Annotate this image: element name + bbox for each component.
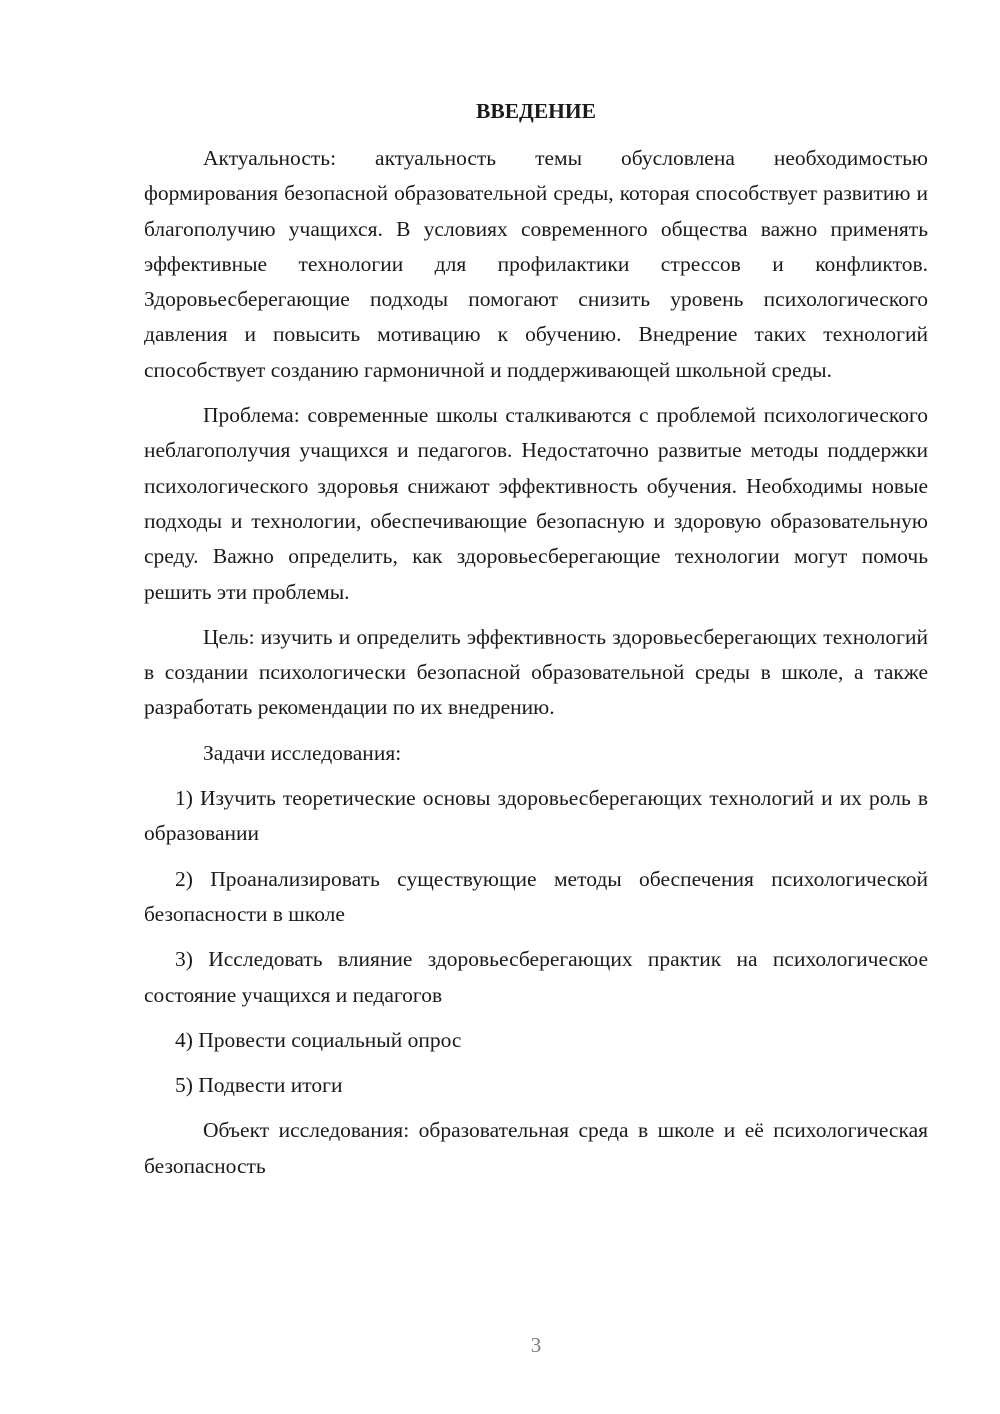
task-item: 2) Проанализировать существующие методы обеспечения психологической безопасности в школе (144, 866, 928, 926)
tasks-heading: Задачи исследования: (203, 740, 402, 765)
relevance-paragraph: Актуальность: актуальность темы обусловлена необходимостью формирования безопасной образовательной среды, которая способствует развитию и благополучию учащихся. В условиях современного общества важно применять эффективные технологии для профилактики стрессов и конфликтов. Здоровьесберегающие подходы помогают снизить уровень психологического давления и повысить мотивацию к обучению. Внедрение таких технологий способствует созданию гармоничной и поддерживающей школьной среды. (144, 146, 928, 382)
page-number: 3 (530, 1333, 542, 1357)
goal-paragraph: Цель: изучить и определить эффективность здоровьесберегающих технологий в создании психологически безопасной образовательной среды в школе, а также разработать рекомендации по их внедрению. (144, 624, 928, 720)
task-item: 3) Исследовать влияние здоровьесберегающих практик на психологическое состояние учащихся и педагогов (144, 947, 928, 1007)
problem-paragraph: Проблема: современные школы сталкиваются с проблемой психологического неблагополучия учащихся и педагогов. Недостаточно развитые методы поддержки психологического здоровья снижают эффективность обучения. Необходимы новые подходы и технологии, обеспечивающие безопасную и здоровую образовательную среду. Важно определить, как здоровьесберегающие технологии могут помочь решить эти проблемы. (144, 403, 928, 604)
object-paragraph: Объект исследования: образовательная среда в школе и её психологическая безопасность (144, 1118, 928, 1178)
page-title: ВВЕДЕНИЕ (476, 99, 596, 123)
document-page (144, 94, 928, 1194)
task-item: 4) Провести социальный опрос (175, 1027, 462, 1052)
task-item: 1) Изучить теоретические основы здоровьесберегающих технологий и их роль в образовании (144, 786, 928, 846)
task-item: 5) Подвести итоги (175, 1073, 343, 1098)
